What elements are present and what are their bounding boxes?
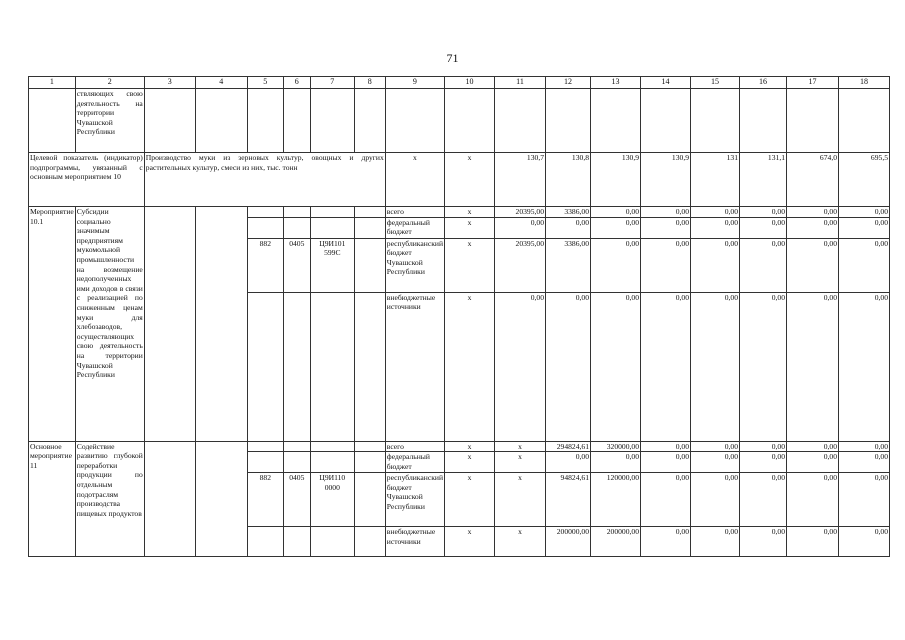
funding-source: республиканский бюджет Чувашской Республики (385, 473, 444, 527)
col-header: 5 (247, 77, 283, 89)
value-cell: 0,00 (740, 292, 787, 441)
csr-code: Ц9И110 0000 (310, 473, 354, 527)
value-cell: 0,00 (591, 238, 641, 292)
value-cell: 0,00 (591, 217, 641, 238)
col-header: 4 (195, 77, 247, 89)
value-cell: 0,00 (546, 217, 591, 238)
target-indicator-label: Целевой показатель (индикатор) подпрограммы, увязанный с основным мероприятием 10 (29, 153, 145, 207)
col-header: 3 (144, 77, 195, 89)
table-row: федеральный бюджет x x 0,00 0,00 0,00 0,00 0,00 0,00 0,00 (29, 452, 890, 473)
main-event-label: Основное мероприятие 11 (29, 441, 76, 557)
value-cell: 0,00 (641, 292, 691, 441)
value-cell: 20395,00 (495, 238, 546, 292)
col-header: 12 (546, 77, 591, 89)
col-header: 2 (75, 77, 144, 89)
col-header: 16 (740, 77, 787, 89)
program-table (28, 76, 890, 557)
funding-source: всего (385, 441, 444, 452)
value-cell: 0,00 (740, 207, 787, 218)
value-cell: 0,00 (839, 207, 890, 218)
value-cell: 320000,00 (591, 441, 641, 452)
table-row: внебюджетные источники x x 200000,00 200000,00 0,00 0,00 0,00 0,00 0,00 (29, 527, 890, 557)
funding-source: внебюджетные источники (385, 527, 444, 557)
value-cell: 0,00 (787, 527, 839, 557)
value-cell: 0,00 (546, 452, 591, 473)
value-cell: 0,00 (495, 292, 546, 441)
value-cell: 0,00 (641, 527, 691, 557)
col-header: 17 (787, 77, 839, 89)
target-indicator-description: Производство муки из зерновых культур, овощных и других растительных культур, смеси из них, тыс. тонн (144, 153, 385, 207)
col-header: 6 (283, 77, 310, 89)
value-cell: 0,00 (691, 238, 740, 292)
table-row: федеральный бюджет x 0,00 0,00 0,00 0,00 0,00 0,00 0,00 0,00 (29, 217, 890, 238)
value-cell: 0,00 (787, 238, 839, 292)
value-cell: 294824,61 (546, 441, 591, 452)
value-cell: 0,00 (691, 292, 740, 441)
value-cell: 0,00 (641, 441, 691, 452)
value-cell: 695,5 (839, 153, 890, 207)
table-row: 882 0405 Ц9И101 599С республиканский бюджет Чувашской Республики x 20395,00 3386,00 0,00 0,00 0,00 0,00 0,00 0,00 (29, 238, 890, 292)
col-header: 18 (839, 77, 890, 89)
main-event-name: Содействие развитию глубокой переработки продукции по отдельным подотраслям производства пищевых продуктов (75, 441, 144, 557)
table-row: Основное мероприятие 11 Содействие развитию глубокой переработки продукции по отдельным подотраслям производства пищевых продуктов всего x x 294824,61 320000,00 0,00 0,00 0,00 0,00 0,00 (29, 441, 890, 452)
value-cell: 130,9 (591, 153, 641, 207)
rz-code: 0405 (283, 473, 310, 527)
funding-source: внебюджетные источники (385, 292, 444, 441)
table-row: внебюджетные источники x 0,00 0,00 0,00 0,00 0,00 0,00 0,00 0,00 (29, 292, 890, 441)
value-cell: 0,00 (691, 473, 740, 527)
funding-source: республиканский бюджет Чувашской Республики (385, 238, 444, 292)
value-cell: 0,00 (787, 452, 839, 473)
gr-code: 882 (247, 473, 283, 527)
value-cell: 131,1 (740, 153, 787, 207)
value-cell: 0,00 (591, 207, 641, 218)
value-cell: 0,00 (691, 217, 740, 238)
funding-source: федеральный бюджет (385, 452, 444, 473)
value-cell: 120000,00 (591, 473, 641, 527)
value-cell: 0,00 (839, 473, 890, 527)
value-cell: 0,00 (495, 217, 546, 238)
value-cell: 0,00 (740, 527, 787, 557)
measure-name: Субсидии социально значимым предприятиям мукомольной промышленности на возмещение недополученных ими доходов в связи с реализацией по сниженным ценам муки для хлебозаводов, осуществляющих свою деятельность на территории Чувашской Республики (75, 207, 144, 442)
value-cell: 0,00 (787, 473, 839, 527)
value-cell: 3386,00 (546, 238, 591, 292)
value-cell: 0,00 (839, 452, 890, 473)
value-cell: 0,00 (787, 207, 839, 218)
csr-code: Ц9И101 599С (310, 238, 354, 292)
value-cell: 0,00 (787, 217, 839, 238)
value-cell: 0,00 (839, 527, 890, 557)
value-cell: 0,00 (641, 217, 691, 238)
value-cell: 200000,00 (546, 527, 591, 557)
value-cell: 0,00 (740, 473, 787, 527)
value-cell: 130,8 (546, 153, 591, 207)
measure-label: Мероприятие 10.1 (29, 207, 76, 442)
funding-source: федеральный бюджет (385, 217, 444, 238)
funding-source: всего (385, 207, 444, 218)
gr-code: 882 (247, 238, 283, 292)
value-cell: 0,00 (641, 473, 691, 527)
col-header: 9 (385, 77, 444, 89)
value-cell: 3386,00 (546, 207, 591, 218)
table-row: Мероприятие 10.1 Субсидии социально значимым предприятиям мукомольной промышленности на возмещение недополученных ими доходов в связи с реализацией по сниженным ценам муки для хлебозаводов, осуществляющих свою деятельность на территории Чувашской Республики всего x 20395,00 3386,00 0,00 0,00 0,00 0,00 0,00 0,00 (29, 207, 890, 218)
value-cell: 130,7 (495, 153, 546, 207)
col-header: 13 (591, 77, 641, 89)
col-header: 15 (691, 77, 740, 89)
value-cell: 0,00 (591, 292, 641, 441)
continuation-row (29, 89, 890, 153)
continuation-text: ствляющих свою деятельность на территории Чувашской Республики (75, 89, 144, 153)
table-row: 882 0405 Ц9И110 0000 республиканский бюджет Чувашской Республики x x 94824,61 120000,00 0,00 0,00 0,00 0,00 0,00 (29, 473, 890, 527)
value-cell: 0,00 (546, 292, 591, 441)
header-row (29, 77, 890, 89)
value-cell: 200000,00 (591, 527, 641, 557)
value-cell: 94824,61 (546, 473, 591, 527)
value-cell: 20395,00 (495, 207, 546, 218)
target-indicator-row: Целевой показатель (индикатор) подпрограммы, увязанный с основным мероприятием 10 Производство муки из зерновых культур, овощных и других растительных культур, смеси из них, тыс. тонн x x 130,7 130,8 130,9 130,9 131 131,1 674,0 695,5 (29, 153, 890, 207)
value-cell: 0,00 (839, 217, 890, 238)
value-cell: 0,00 (691, 452, 740, 473)
value-cell: 130,9 (641, 153, 691, 207)
col-header: 8 (354, 77, 385, 89)
value-cell: 0,00 (691, 441, 740, 452)
value-cell: 0,00 (641, 452, 691, 473)
col-header: 10 (445, 77, 495, 89)
col-header: 1 (29, 77, 76, 89)
value-cell: 0,00 (787, 441, 839, 452)
value-cell: 0,00 (839, 441, 890, 452)
value-cell: 0,00 (740, 217, 787, 238)
value-cell: 0,00 (691, 207, 740, 218)
value-cell: 0,00 (740, 238, 787, 292)
value-cell: 0,00 (691, 527, 740, 557)
page-number: 71 (446, 51, 459, 65)
value-cell: 0,00 (787, 292, 839, 441)
col-header: 14 (641, 77, 691, 89)
value-cell: 0,00 (591, 452, 641, 473)
value-cell: 0,00 (839, 292, 890, 441)
value-cell: 0,00 (641, 207, 691, 218)
value-cell: 131 (691, 153, 740, 207)
rz-code: 0405 (283, 238, 310, 292)
value-cell: 0,00 (740, 452, 787, 473)
value-cell: 0,00 (839, 238, 890, 292)
value-cell: 674,0 (787, 153, 839, 207)
col-header: 11 (495, 77, 546, 89)
col-header: 7 (310, 77, 354, 89)
value-cell: 0,00 (641, 238, 691, 292)
value-cell: 0,00 (740, 441, 787, 452)
